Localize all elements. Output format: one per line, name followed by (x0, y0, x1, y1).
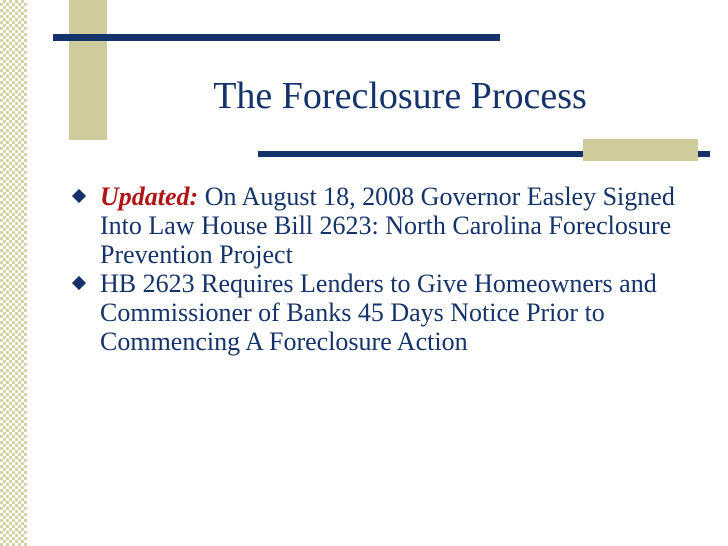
bullet-text: On August 18, 2008 Governor Easley Signed Into Law House Bill 2623: North Carolina Foreclosure Prevention Project (100, 182, 675, 269)
tan-accent-block-top (69, 0, 107, 140)
diamond-bullet-icon (72, 189, 86, 203)
updated-label: Updated: (100, 182, 199, 211)
diamond-bullet-icon (72, 276, 86, 290)
tan-accent-block-right (583, 139, 698, 161)
checkered-strip (0, 0, 27, 546)
bullet-item-hb2623 (70, 269, 720, 356)
bullet-item-updated (70, 182, 720, 269)
slide-title: The Foreclosure Process (213, 75, 587, 117)
bullet-text: HB 2623 Requires Lenders to Give Homeowners and Commissioner of Banks 45 Days Notice Prior to Commencing A Foreclosure Action (100, 269, 657, 356)
navy-accent-bar-top (53, 34, 500, 41)
bullet-list (70, 182, 720, 356)
